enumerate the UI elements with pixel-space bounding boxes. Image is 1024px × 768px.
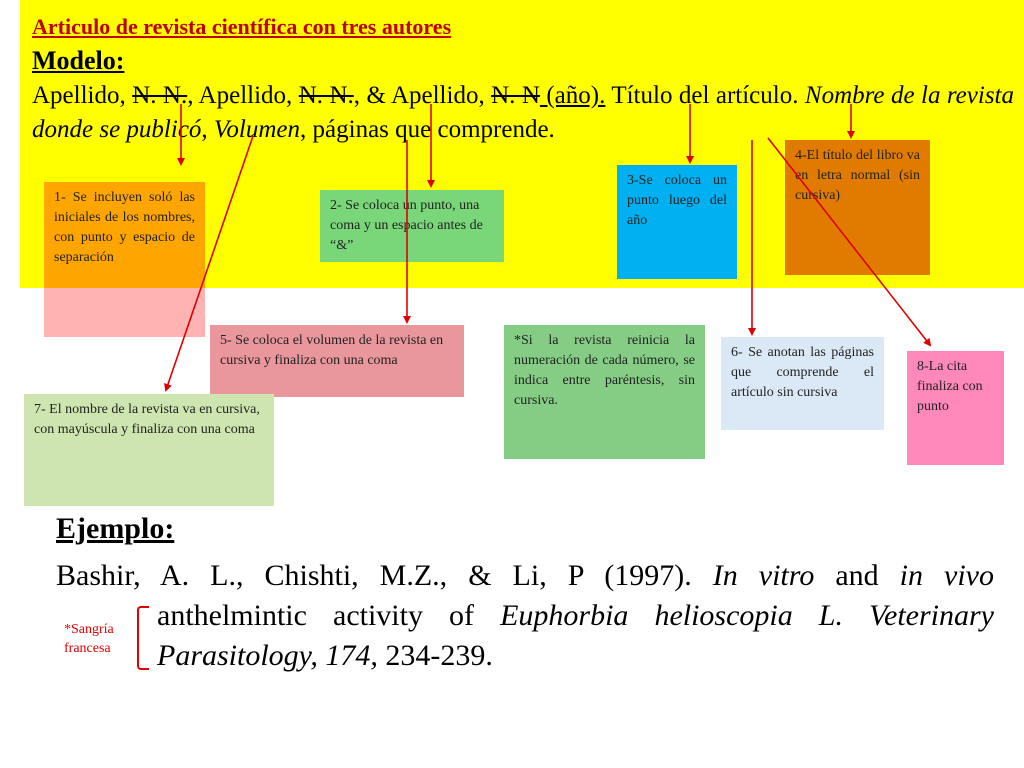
- example-species: Euphorbia helioscopia L. Veterinary: [500, 599, 994, 632]
- formula-author3: , & Apellido,: [353, 82, 492, 109]
- note-journal-text: 7- El nombre de la revista va en cursiva, con mayúscula y finaliza con una coma: [34, 402, 260, 437]
- formula-sep: ,: [201, 116, 214, 143]
- note-initials-text: 1- Se incluyen soló las iniciales de los nombres, con punto y espacio de separación: [54, 190, 195, 265]
- note-punctuation-text: 2- Se coloca un punto, una coma y un espacio antes de “&”: [330, 198, 483, 253]
- sangria-note: *Sangría francesa: [64, 622, 114, 656]
- formula-year: (año).: [539, 82, 606, 109]
- note-issue-text: *Si la revista reinicia la numeración de cada número, se indica entre paréntesis, sin cursiva.: [514, 333, 695, 408]
- note-volume-text: 5- Se coloca el volumen de la revista en cursiva y finaliza con una coma: [220, 333, 444, 368]
- formula-author2-initials: N. N.: [298, 82, 354, 109]
- example-journal: Parasitology, 174,: [157, 639, 378, 672]
- formula-pages: , páginas que comprende.: [300, 116, 555, 143]
- example-and: and: [814, 559, 900, 592]
- example-in-vivo: in vivo: [899, 559, 994, 592]
- arrow-final-period: [768, 138, 930, 345]
- note-pages-text: 6- Se anotan las páginas que comprende el artículo sin cursiva: [731, 345, 874, 400]
- ejemplo-label: Ejemplo:: [56, 512, 175, 545]
- note-year-text: 3-Se coloca un punto luego del año: [627, 173, 727, 228]
- example-pages: 234-239.: [377, 639, 493, 672]
- arrow-journal: [166, 136, 253, 390]
- example-line-1: [56, 556, 994, 596]
- hanging-indent-bracket: [137, 606, 149, 670]
- formula-journal: Nombre de la revista donde se publicó: [32, 82, 1014, 143]
- note-final-period-text: 8-La cita finaliza con punto: [917, 359, 983, 414]
- example-title-cont: anthelmintic activity of: [157, 599, 501, 632]
- example-continuation: [157, 596, 994, 676]
- example-line-2: [157, 596, 994, 636]
- example-in-vitro: In vitro: [712, 559, 815, 592]
- example-line-3: [157, 636, 994, 676]
- formula-author1-initials: N. N.: [132, 82, 188, 109]
- modelo-label: Modelo:: [32, 46, 125, 75]
- example-authors: Bashir, A. L., Chishti, M.Z., & Li, P (1997).: [56, 559, 713, 592]
- formula-volume: Volumen: [213, 116, 301, 143]
- formula-author2: , Apellido,: [187, 82, 299, 109]
- note-title-text: 4-El título del libro va en letra normal (sin cursiva): [795, 148, 920, 203]
- page-title: Articulo de revista científica con tres autores: [32, 14, 452, 39]
- formula-author1: Apellido,: [32, 82, 133, 109]
- formula-title: Título del artículo.: [605, 82, 805, 109]
- formula-author3-initials: N. N: [491, 82, 540, 109]
